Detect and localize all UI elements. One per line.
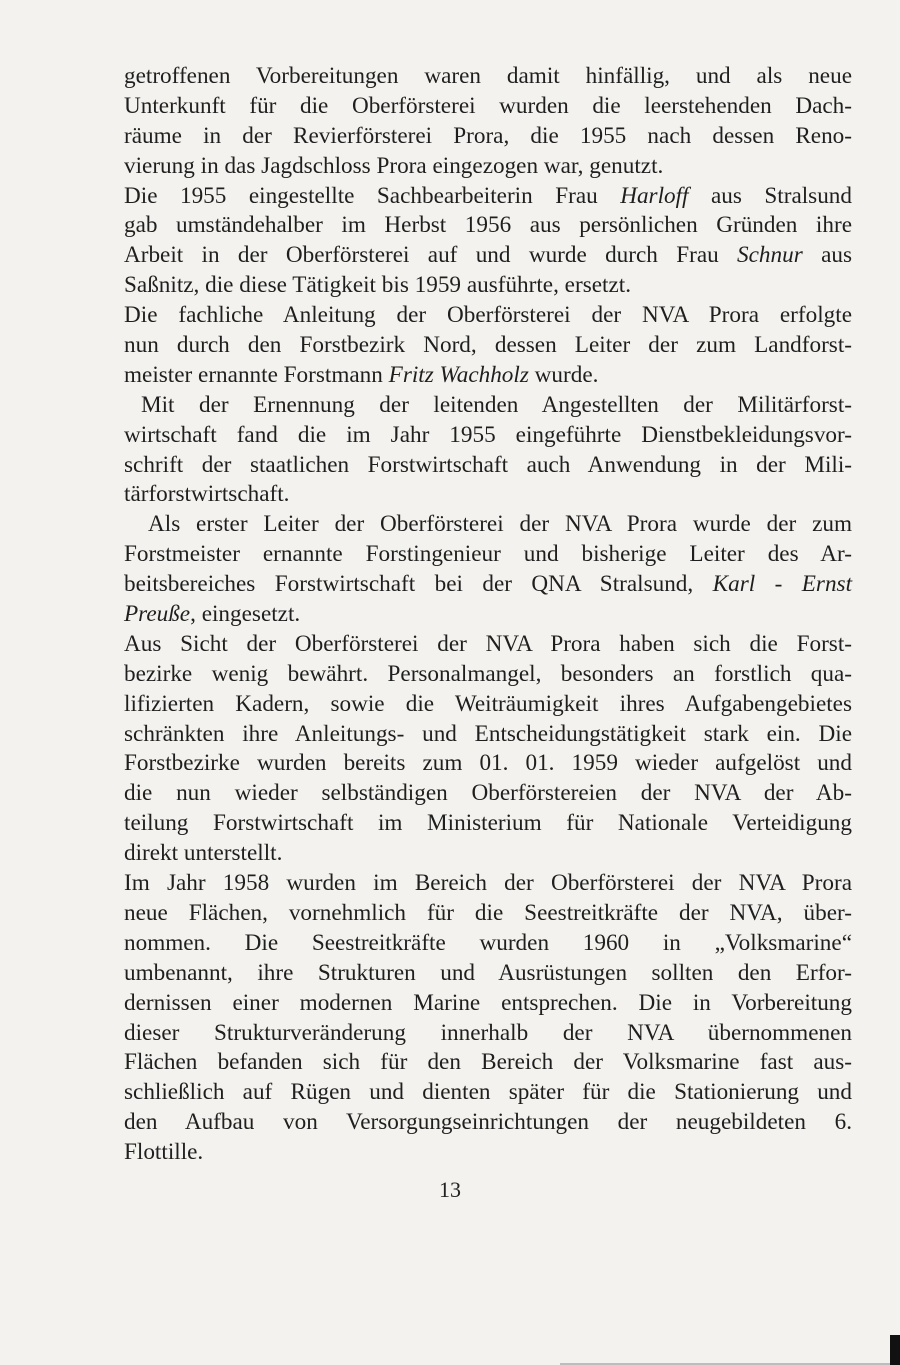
text-segment: beitsbereiches Forstwirtschaft bei der QNA Stralsund, — [124, 571, 713, 598]
text-line: Aus Sicht der Oberförsterei der NVA Prora haben sich die Forst- — [124, 630, 852, 657]
text-line: Als erster Leiter der Oberförsterei der NVA Prora wurde der zum — [148, 511, 852, 538]
text-line: Forstmeister ernannte Forstingenieur und bisherige Leiter des Ar- — [124, 541, 852, 568]
text-segment: wurde. — [528, 361, 599, 388]
text-line: getroffenen Vorbereitungen waren damit hinfällig, und als neue — [124, 63, 852, 89]
text-line: Im Jahr 1958 wurden im Bereich der Oberförsterei der NVA Prora — [124, 870, 852, 897]
text-line: nommen. Die Seestreitkräfte wurden 1960 in „Volksmarine“ — [124, 929, 852, 956]
person-name-karl-ernst: Karl - Ernst — [712, 571, 853, 598]
text-line: schränkten ihre Anleitungs- und Entscheidungstätigkeit stark ein. Die — [124, 720, 852, 747]
text-line: schließlich auf Rügen und dienten später für die Stationierung und — [124, 1079, 852, 1106]
text-line: räume in der Revierförsterei Prora, die 1955 nach dessen Reno- — [124, 122, 852, 149]
person-name-schnur: Schnur — [737, 242, 803, 269]
text-segment: aus Stralsund — [688, 182, 852, 209]
text-segment: Die 1955 eingestellte Sachbearbeiterin Frau — [124, 182, 621, 209]
text-line: dernissen einer modernen Marine entsprechen. Die in Vorbereitung — [124, 989, 852, 1016]
text-line: Forstbezirke wurden bereits zum 01. 01. 1959 wieder aufgelöst und — [124, 750, 852, 777]
text-line: bezirke wenig bewährt. Personalmangel, besonders an forstlich qua- — [124, 660, 852, 687]
text-line: dieser Strukturveränderung innerhalb der NVA übernommenen — [124, 1019, 852, 1046]
text-line: vierung in das Jagdschloss Prora eingezogen war, genutzt. — [124, 152, 664, 179]
text-line: schrift der staatlichen Forstwirtschaft auch Anwendung in der Mili- — [124, 451, 852, 478]
text-line: Flottille. — [124, 1139, 204, 1166]
paragraph-1 — [124, 62, 852, 182]
text-line: umbenannt, ihre Strukturen und Ausrüstungen sollten den Erfor- — [124, 959, 852, 986]
person-name-wachholz: Fritz Wachholz — [388, 361, 529, 388]
text-line: wirtschaft fand die im Jahr 1955 eingeführte Dienstbekleidungsvor- — [124, 421, 852, 448]
paragraph-5 — [124, 510, 852, 630]
paragraph-6 — [124, 630, 852, 869]
text-line: teilung Forstwirtschaft im Ministerium für Nationale Verteidigung — [124, 810, 852, 837]
page-number: 13 — [439, 1177, 461, 1202]
body-text — [124, 62, 852, 1168]
text-segment: , eingesetzt. — [190, 601, 301, 628]
text-line: Die fachliche Anleitung der Oberförsterei der NVA Prora erfolgte — [124, 302, 852, 329]
text-line — [124, 600, 852, 630]
text-line: direkt unterstellt. — [124, 840, 283, 867]
person-name-preusse: Preuße — [124, 601, 191, 628]
text-line: Unterkunft für die Oberförsterei wurden die leerstehenden Dach- — [124, 92, 852, 119]
text-line — [124, 241, 852, 271]
scan-artifact-edge — [890, 1335, 900, 1365]
text-line: nun durch den Forstbezirk Nord, dessen Leiter der zum Landforst- — [124, 332, 852, 359]
text-line: die nun wieder selbständigen Oberförstereien der NVA der Ab- — [124, 780, 852, 807]
text-line: gab umständehalber im Herbst 1956 aus persönlichen Gründen ihre — [124, 212, 852, 239]
text-line — [124, 182, 852, 212]
text-line — [124, 570, 852, 600]
text-segment: meister ernannte Forstmann — [124, 361, 389, 388]
text-line: Flächen befanden sich für den Bereich der Volksmarine fast aus- — [124, 1049, 852, 1076]
text-line: Saßnitz, die diese Tätigkeit bis 1959 ausführte, ersetzt. — [124, 272, 631, 299]
text-line: den Aufbau von Versorgungseinrichtungen der neugebildeten 6. — [124, 1109, 852, 1136]
text-line: lifizierten Kadern, sowie die Weiträumigkeit ihres Aufgabengebietes — [124, 690, 852, 717]
text-line — [124, 361, 852, 391]
paragraph-7 — [124, 869, 852, 1168]
paragraph-4 — [124, 391, 852, 511]
paragraph-2 — [124, 182, 852, 302]
person-name-harloff: Harloff — [620, 182, 689, 209]
text-line: tärforstwirtschaft. — [124, 481, 290, 508]
paragraph-3 — [124, 301, 852, 391]
text-segment: Arbeit in der Oberförsterei auf und wurde durch Frau — [124, 242, 738, 269]
text-segment: aus — [802, 242, 852, 269]
text-line: Mit der Ernennung der leitenden Angestellten der Militärforst- — [141, 391, 852, 418]
text-line: neue Flächen, vornehmlich für die Seestreitkräfte der NVA, über- — [124, 899, 852, 926]
